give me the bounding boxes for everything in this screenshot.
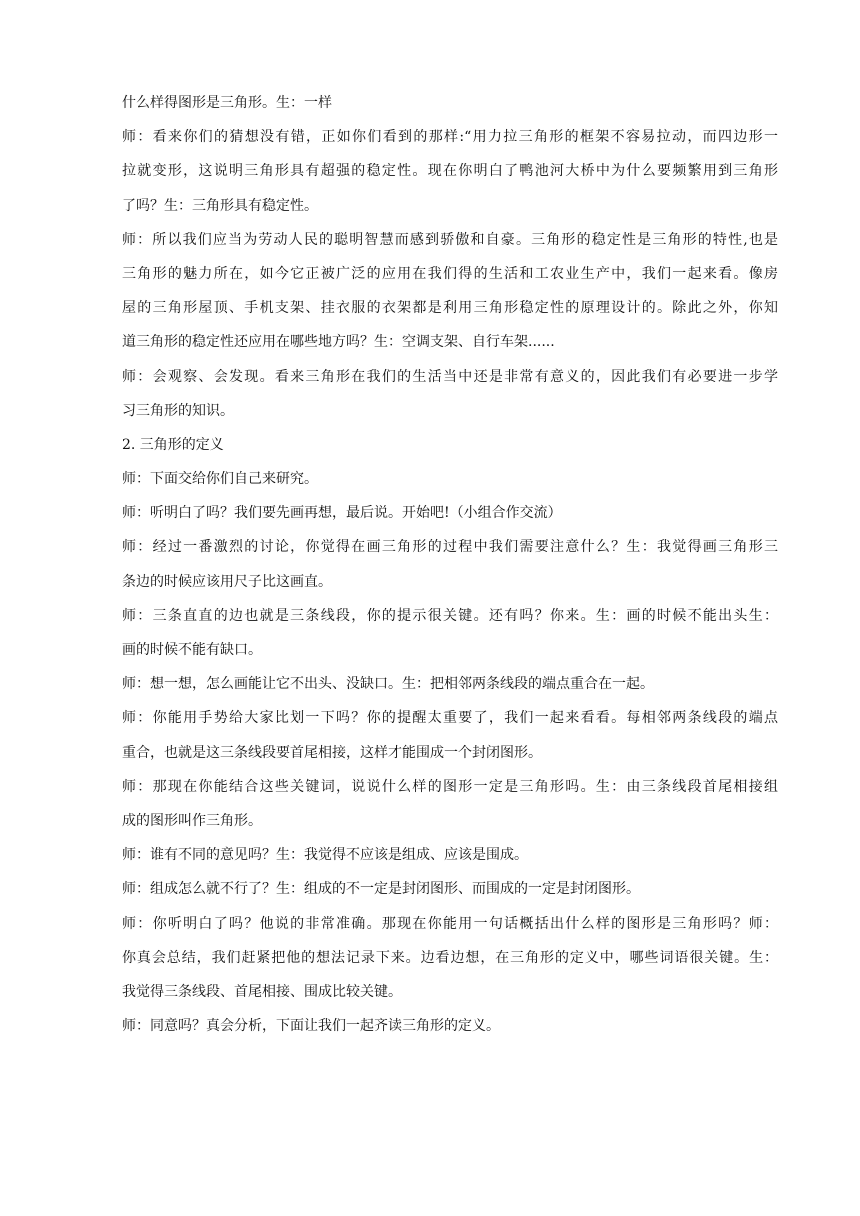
- text-line: 师：你能用手势给大家比划一下吗？你的提醒太重要了，我们一起来看看。每相邻两条线段的端点: [122, 710, 778, 727]
- text-line: 条边的时候应该用尺子比这画直。: [122, 573, 332, 590]
- text-line: 师：你听明白了吗？他说的非常准确。那现在你能用一句话概括出什么样的图形是三角形吗？师：: [122, 915, 778, 932]
- text-line: 画的时候不能有缺口。: [122, 642, 262, 658]
- text-line: 了吗？生：三角形具有稳定性。: [122, 197, 318, 214]
- text-line: 师：会观察、会发现。看来三角形在我们的生活当中还是非常有意义的，因此我们有必要进一步学: [122, 368, 778, 385]
- text-line: 师：听明白了吗？我们要先画再想，最后说。开始吧!（小组合作交流）: [122, 505, 562, 522]
- text-line: 师：谁有不同的意见吗？生：我觉得不应该是组成、应该是围成。: [122, 847, 528, 864]
- text-line: 师：同意吗？真会分析，下面让我们一起齐读三角形的定义。: [122, 1018, 500, 1035]
- text-line: 师：想一想，怎么画能让它不出头、没缺口。生：把相邻两条线段的端点重合在一起。: [122, 676, 654, 693]
- text-line: 师：看来你们的猜想没有错，正如你们看到的那样:“用力拉三角形的框架不容易拉动，而四边形一: [122, 129, 778, 146]
- text-line: 道三角形的稳定性还应用在哪些地方吗？生：空调支架、自行车架......: [122, 334, 555, 351]
- text-line: 师：经过一番激烈的讨论，你觉得在画三角形的过程中我们需要注意什么？生：我觉得画三角形三: [122, 539, 778, 556]
- text-line: 我觉得三条线段、首尾相接、围成比较关键。: [122, 983, 402, 1000]
- text-line: 师：所以我们应当为劳动人民的聪明智慧而感到骄傲和自豪。三角形的稳定性是三角形的特性,也是: [122, 231, 778, 248]
- text-line: 重合，也就是这三条线段要首尾相接，这样才能围成一个封闭图形。: [122, 744, 542, 761]
- text-line: 师：下面交给你们自己来研究。: [122, 471, 318, 488]
- text-line: 习三角形的知识。: [122, 402, 234, 419]
- text-line: 2. 三角形的定义: [122, 436, 224, 453]
- text-line: 拉就变形，这说明三角形具有超强的稳定性。现在你明白了鸭池河大桥中为什么要频繁用到三角形: [122, 163, 778, 180]
- text-line: 师：三条直直的边也就是三条线段，你的提示很关键。还有吗？你来。生：画的时候不能出头生：: [122, 607, 778, 624]
- text-line: 师：那现在你能结合这些关键词，说说什么样的图形一定是三角形吗。生：由三条线段首尾相接组: [122, 778, 778, 795]
- document-body: [122, 86, 778, 1043]
- text-line: 屋的三角形屋顶、手机支架、挂衣服的衣架都是利用三角形稳定性的原理设计的。除此之外，你知: [122, 300, 778, 317]
- text-line: 师：组成怎么就不行了？生：组成的不一定是封闭图形、而围成的一定是封闭图形。: [122, 881, 640, 898]
- text-line: 什么样得图形是三角形。生：一样: [122, 95, 332, 111]
- text-line: 你真会总结，我们赶紧把他的想法记录下来。边看边想，在三角形的定义中，哪些词语很关键。生：: [122, 949, 778, 966]
- text-line: 三角形的魅力所在，如今它正被广泛的应用在我们得的生活和工农业生产中，我们一起来看。像房: [122, 265, 778, 282]
- text-line: 成的图形叫作三角形。: [122, 812, 262, 829]
